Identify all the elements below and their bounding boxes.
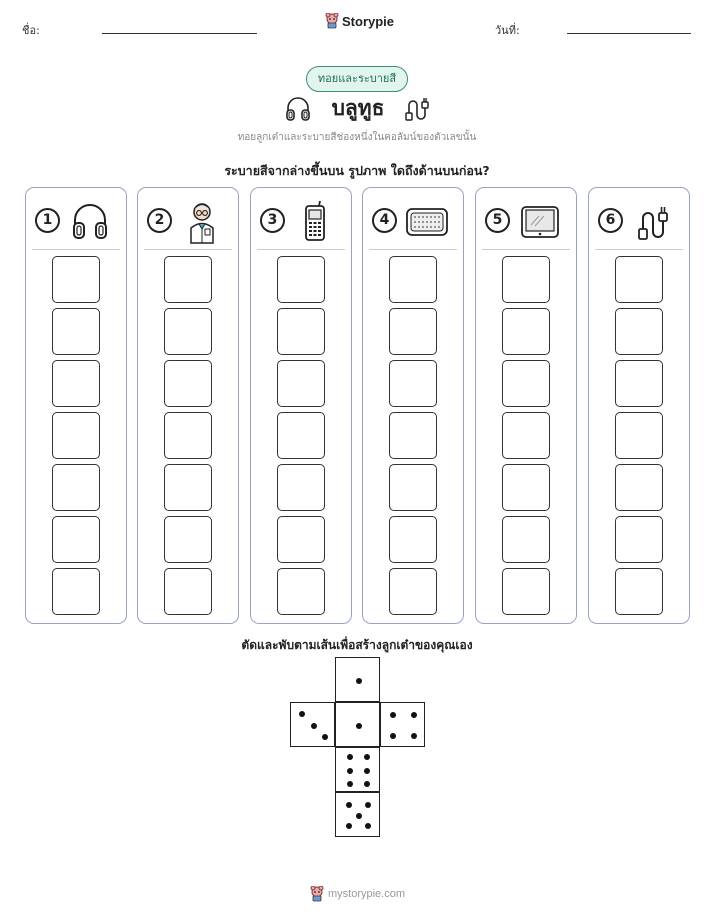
color-cell[interactable] bbox=[277, 308, 325, 355]
die-pip bbox=[390, 712, 396, 718]
color-cell[interactable] bbox=[615, 568, 663, 615]
column-number: 5 bbox=[485, 208, 510, 233]
die-face-center bbox=[335, 702, 380, 747]
color-cell[interactable] bbox=[52, 464, 100, 511]
die-pip bbox=[364, 754, 370, 760]
cut-caption: ตัดและพับตามเส้นเพื่อสร้างลูกเต๋าของคุณเอง bbox=[241, 638, 473, 652]
color-cell[interactable] bbox=[277, 568, 325, 615]
column-divider bbox=[482, 249, 570, 250]
color-cell[interactable] bbox=[277, 516, 325, 563]
color-cell[interactable] bbox=[502, 464, 550, 511]
color-cell[interactable] bbox=[615, 516, 663, 563]
die-face-lower bbox=[335, 747, 380, 792]
color-cell[interactable] bbox=[277, 360, 325, 407]
die-pip bbox=[311, 723, 317, 729]
die-face-top bbox=[335, 657, 380, 702]
die-pip bbox=[346, 823, 352, 829]
color-cell[interactable] bbox=[615, 412, 663, 459]
color-cell[interactable] bbox=[52, 568, 100, 615]
color-cell[interactable] bbox=[389, 256, 437, 303]
column-2 bbox=[137, 187, 239, 624]
column-divider bbox=[369, 249, 457, 250]
page-title: บลูทูธ bbox=[331, 96, 385, 120]
brand-logo bbox=[325, 13, 394, 29]
name-label: ชื่อ: bbox=[22, 24, 40, 37]
tablet-icon bbox=[518, 200, 562, 244]
color-cell[interactable] bbox=[164, 464, 212, 511]
color-cell[interactable] bbox=[52, 412, 100, 459]
color-cell[interactable] bbox=[502, 308, 550, 355]
die-face-bottom bbox=[335, 792, 380, 837]
die-pip bbox=[411, 733, 417, 739]
color-cell[interactable] bbox=[164, 568, 212, 615]
color-cell[interactable] bbox=[615, 308, 663, 355]
column-divider bbox=[595, 249, 683, 250]
color-cell[interactable] bbox=[389, 360, 437, 407]
die-pip bbox=[356, 678, 362, 684]
color-cell[interactable] bbox=[615, 360, 663, 407]
color-cell[interactable] bbox=[615, 256, 663, 303]
column-header bbox=[476, 200, 576, 242]
instructions-subtitle: ทอยลูกเต๋าและระบายสีช่องหนึ่งในคอลัมน์ของตัวเลขนั้น bbox=[237, 132, 477, 143]
die-pip bbox=[299, 711, 305, 717]
column-number: 6 bbox=[598, 208, 623, 233]
activity-badge: ทอยและระบายสี bbox=[306, 66, 408, 92]
color-cell[interactable] bbox=[52, 256, 100, 303]
die-pip bbox=[347, 754, 353, 760]
color-cell[interactable] bbox=[52, 308, 100, 355]
date-line[interactable] bbox=[567, 33, 691, 34]
question-text: ระบายสีจากล่างขึ้นบน รูปภาพ ใดถึงด้านบนก่อน? bbox=[224, 163, 490, 178]
column-header bbox=[589, 200, 689, 242]
scientist-icon bbox=[180, 200, 224, 244]
storypie-mascot-icon bbox=[310, 886, 324, 902]
die-pip bbox=[411, 712, 417, 718]
die-pip bbox=[347, 768, 353, 774]
column-number: 1 bbox=[35, 208, 60, 233]
color-cell[interactable] bbox=[502, 256, 550, 303]
storypie-mascot-icon bbox=[325, 13, 339, 29]
color-cell[interactable] bbox=[164, 360, 212, 407]
die-face-right bbox=[380, 702, 425, 747]
color-cell[interactable] bbox=[502, 568, 550, 615]
die-pip bbox=[390, 733, 396, 739]
column-header bbox=[138, 200, 238, 242]
column-number: 4 bbox=[372, 208, 397, 233]
column-divider bbox=[32, 249, 120, 250]
charging-cable-icon bbox=[404, 95, 430, 123]
column-divider bbox=[144, 249, 232, 250]
die-pip bbox=[322, 734, 328, 740]
column-number: 3 bbox=[260, 208, 285, 233]
color-cell[interactable] bbox=[164, 516, 212, 563]
column-5 bbox=[475, 187, 577, 624]
die-pip bbox=[365, 823, 371, 829]
color-cell[interactable] bbox=[277, 412, 325, 459]
color-cell[interactable] bbox=[277, 256, 325, 303]
column-4 bbox=[362, 187, 464, 624]
color-cell[interactable] bbox=[389, 516, 437, 563]
die-pip bbox=[364, 768, 370, 774]
color-cell[interactable] bbox=[615, 464, 663, 511]
column-divider bbox=[257, 249, 345, 250]
column-header bbox=[363, 200, 463, 242]
color-cell[interactable] bbox=[52, 360, 100, 407]
color-cell[interactable] bbox=[164, 412, 212, 459]
name-line[interactable] bbox=[102, 33, 257, 34]
die-pip bbox=[356, 813, 362, 819]
headphones-icon bbox=[68, 200, 112, 244]
color-cell[interactable] bbox=[164, 256, 212, 303]
color-cell[interactable] bbox=[52, 516, 100, 563]
brand-name: Storypie bbox=[342, 13, 395, 29]
color-cell[interactable] bbox=[502, 516, 550, 563]
color-cell[interactable] bbox=[277, 464, 325, 511]
column-1 bbox=[25, 187, 127, 624]
color-cell[interactable] bbox=[389, 568, 437, 615]
die-pip bbox=[356, 723, 362, 729]
column-header bbox=[251, 200, 351, 242]
color-cell[interactable] bbox=[389, 308, 437, 355]
footer bbox=[310, 886, 405, 902]
date-label: วันที่: bbox=[495, 24, 520, 37]
die-pip bbox=[346, 802, 352, 808]
title-row bbox=[0, 92, 714, 125]
color-cell[interactable] bbox=[502, 360, 550, 407]
footer-url[interactable]: mystorypie.com bbox=[328, 888, 406, 900]
color-cell[interactable] bbox=[389, 412, 437, 459]
column-6 bbox=[588, 187, 690, 624]
die-face-left bbox=[290, 702, 335, 747]
color-cell[interactable] bbox=[389, 464, 437, 511]
color-cell[interactable] bbox=[502, 412, 550, 459]
die-pip bbox=[347, 781, 353, 787]
column-number: 2 bbox=[147, 208, 172, 233]
column-3 bbox=[250, 187, 352, 624]
die-pip bbox=[365, 802, 371, 808]
charging-cable-icon bbox=[631, 200, 675, 244]
die-pip bbox=[364, 781, 370, 787]
mobile-phone-icon bbox=[293, 200, 337, 244]
speaker-icon bbox=[405, 200, 449, 244]
color-cell[interactable] bbox=[164, 308, 212, 355]
headphones-icon bbox=[284, 95, 312, 123]
column-header bbox=[26, 200, 126, 242]
